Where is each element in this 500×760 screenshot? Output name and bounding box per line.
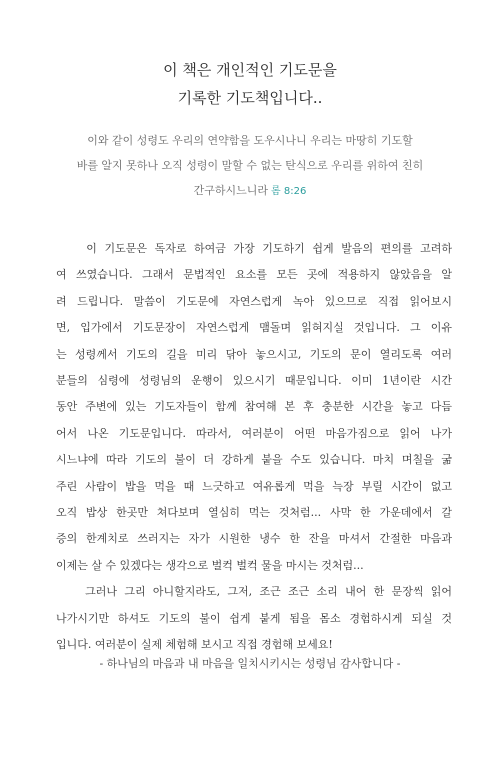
body-line: 려 드립니다. 말씀이 기도문에 자연스럽게 녹아 있으므로 직접 읽어보시: [56, 294, 452, 308]
body-line: 이 기도문은 독자로 하여금 가장 기도하기 쉽게 발음의 편의를 고려하: [56, 242, 452, 255]
verse-reference: 롬 8:26: [271, 186, 307, 197]
body-line: 분들의 심령에 성령님의 운행이 있으시기 때문입니다. 이미 1년이란 시간: [56, 374, 452, 388]
body-line: 입니다. 여러분이 실제 체험해 보시고 직접 경험해 보세요!: [56, 638, 333, 652]
body-paragraphs: [56, 236, 452, 659]
body-line: 증의 한계치로 쓰러지는 자가 시원한 냉수 한 잔을 마셔서 간절한 마음과: [56, 532, 452, 546]
title-line-1: 이 책은 개인적인 기도문을: [163, 61, 337, 79]
body-line: 면, 입가에서 기도문장이 자연스럽게 맴돌며 읽혀지실 것입니다. 그 이유: [56, 321, 452, 335]
body-line: 어서 나온 기도문입니다. 따라서, 여러분이 어떤 마음가짐으로 읽어 나가: [56, 426, 452, 440]
body-line: 나가시기만 하셔도 기도의 불이 쉽게 붙게 됨을 몸소 경험하시게 되실 것: [56, 611, 452, 625]
verse-line-3-text: 간구하시느니라: [193, 184, 269, 197]
closing-line: - 하나님의 마음과 내 마음을 일치시키시는 성령님 감사합니다 -: [99, 657, 401, 670]
verse-line-3: [40, 178, 460, 204]
body-line: 여 쓰였습니다. 그래서 문법적인 요소를 모든 곳에 적용하지 않았음을 알: [56, 268, 452, 282]
verse-line-2: 바를 알지 못하나 오직 성령이 말할 수 없는 탄식으로 우리를 위하여 친히: [76, 159, 424, 172]
body-line: 동안 주변에 있는 기도자들이 함께 참여해 본 후 충분한 시간을 놓고 다듬: [56, 400, 452, 414]
body-line: 그러나 그리 아니할지라도, 그저, 조근 조근 소리 내어 한 문장씩 읽어: [56, 585, 452, 599]
verse-line-1: 이와 같이 성령도 우리의 연약함을 도우시나니 우리는 마땅히 기도할: [87, 134, 413, 147]
title-line-2: 기록한 기도책입니다..: [177, 89, 323, 107]
scripture-verse: [40, 128, 460, 204]
body-line: 이제는 살 수 있겠다는 생각으로 벌컥 벌컥 물을 마시는 것처럼...: [56, 558, 364, 572]
body-line: 시느냐에 따라 기도의 불이 더 강하게 붙을 수도 있습니다. 마치 며칠을 굶: [56, 453, 452, 467]
body-line: 주린 사람이 밥을 먹을 때 느긋하고 여유롭게 먹을 늑장 부릴 시간이 없고: [56, 479, 452, 493]
body-line: 오직 밥상 한곳만 쳐다보며 열심히 먹는 것처럼... 사막 한 가운데에서 갈: [56, 506, 452, 520]
body-line: 는 성령께서 기도의 길을 미리 닦아 놓으시고, 기도의 문이 열리도록 여러: [56, 347, 452, 361]
page-title: [0, 56, 500, 112]
